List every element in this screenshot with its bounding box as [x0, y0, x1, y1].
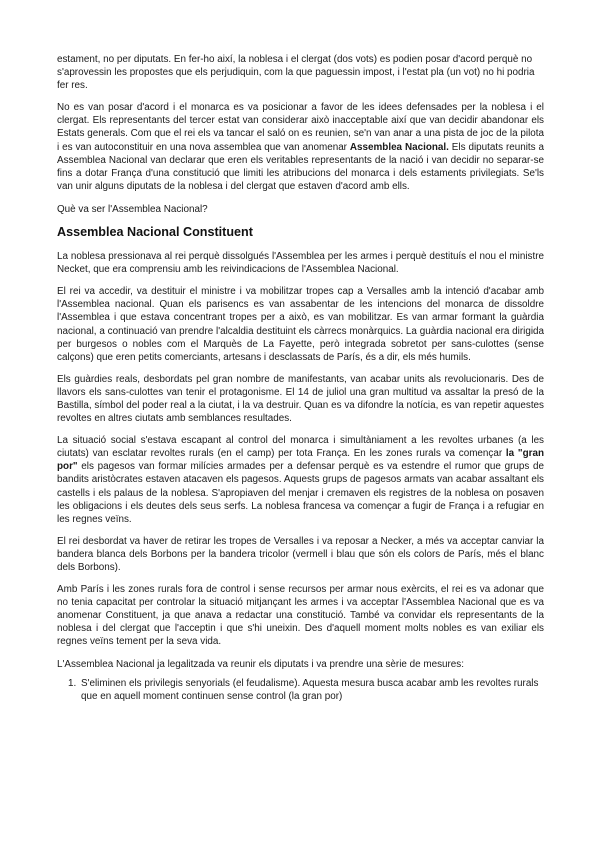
section-paragraph-1: La noblesa pressionava al rei perquè dissolgués l'Assemblea per les armes i perquè destituís el nou el ministre Necket, que era comprensiu amb les reivindicacions de l'Assemblea Nacional.: [57, 251, 544, 276]
great-fear-text-end: els pagesos van formar milícies armades per a defensar perquè es va estendre el rumor que grups de bandits aristòcrates estaven atacaven els pagesos. Aquests grups de pagesos armats van acabar assaltant els castells i els palaus de la noblesa. S'apropiaven del menjar i cremaven els registres de la noblesa on posaven les obligacions i els deutes dels seus serfs. La noblesa francesa va començar a fugir de França i a refugiar en les regnes veïns.: [57, 461, 544, 525]
assembly-text-start: No es van posar d'acord i el monarca es va posicionar a favor de les idees defensades per la noblesa i el clergat. Els representants del tercer estat van considerar això inacceptable així que van decidir abandonar els Estats generals. Com que el rei els va tancar el saló on es reunien, se'n van anar a una pista de joc de la pilota i es van autoconstituir en una nova assemblea que van anomenar: [57, 102, 544, 153]
list-item: 1. S'eliminen els privilegis senyorials (el feudalisme). Aquesta mesura busca acabar amb les revoltes rurals que en aquell moment continuen sense control (la gran por): [79, 677, 544, 703]
section-paragraph-2: El rei va accedir, va destituir el ministre i va mobilitzar tropes cap a Versalles amb la intenció d'acabar amb l'Assemblea nacional. Quan els parisencs es van assabentar de les intencions del monarca de dissoldre l'Assemblea i que estava concentrant tropes per a això, es van mobilitzar. Es van armar formant la guàrdia nacional, a continuació van prendre l'alcaldia destituint els càrrecs monàrquics. La guàrdia nacional era dirigida per burgesos o nobles com el Marquès de La Fayette, però integrada sobretot per sans-culottes (sense calçons) que eren petits comerciants, artesans i desclassats de París, és a dir, els més humils.: [57, 286, 544, 363]
measures-list: [57, 677, 544, 703]
section-paragraph-3: Els guàrdies reals, desbordats pel gran nombre de manifestants, van acabar units als revolucionaris. Des de llavors els sans-culottes van tenir el protagonisme. El 14 de juliol una gran multitud va assaltar la presó de la Bastilla, símbol del poder real a la ciutat, i la va destruir. Quan es va difondre la notícia, es van repetir aquestes revoltes en altres ciutats amb semblances resultades.: [57, 373, 544, 425]
assembly-term: Assemblea Nacional.: [349, 141, 449, 153]
document-body: [57, 53, 544, 703]
section-paragraph-6: Amb París i les zones rurals fora de control i sense recursos per armar nous exèrcits, el rei es va adonar que no tenia capacitat per controlar la situació mitjançant les armes i va acceptar l'Assemblea Nacional que es va anomenar Constituent, ja que anava a redactar una constitució. També va convidar els representants de la noblesa i del clergat que l'acceptin i que s'hi uneixin. Des d'aquell moment molts nobles es van exiliar els regnes veïns tement per la seva vida.: [57, 584, 544, 648]
intro-paragraph: estament, no per diputats. En fer-ho així, la noblesa i el clergat (dos vots) es podien posar d'acord perquè no s'aprovessin les propostes que els perjudiquin, com la que paguessin impost, i l'estat pla (un vot) no hi podria fer res.: [57, 54, 535, 92]
great-fear-text-start: La situació social s'estava escapant al control del monarca i simultàniament a les revoltes urbanes (a les ciutats) van esclatar revoltes rurals (en el camp) per tota França. En les zones rurals va començar: [57, 435, 544, 460]
section-heading: Assemblea Nacional Constituent: [57, 225, 253, 240]
assembly-text-end: Els diputats reunits a Assemblea Nacional van declarar que eren els veritables representants de la nació i van decidir no separar-se fins a dotar França d'una constitució que limiti les atribucions del monarca i dels estaments privilegiats. Se'ls van unir alguns diputats de la noblesa i del clergat que estaven d'acord amb ells.: [57, 141, 545, 192]
section-paragraph-4: [57, 434, 544, 526]
section-paragraph-5: El rei desbordat va haver de retirar les tropes de Versalles i va reposar a Necker, a més va acceptar canviar la bandera blanca dels Borbons per la bandera tricolor (vermell i blau que són els colors de París, més el blanc dels Borbons).: [57, 535, 544, 573]
assembly-paragraph: [57, 101, 544, 193]
question-line: Què va ser l'Assemblea Nacional?: [57, 203, 208, 215]
great-fear-term: la "gran por": [57, 448, 544, 473]
section-paragraph-7: L'Assemblea Nacional ja legalitzada va reunir els diputats i va prendre una sèrie de mesures:: [57, 658, 464, 670]
